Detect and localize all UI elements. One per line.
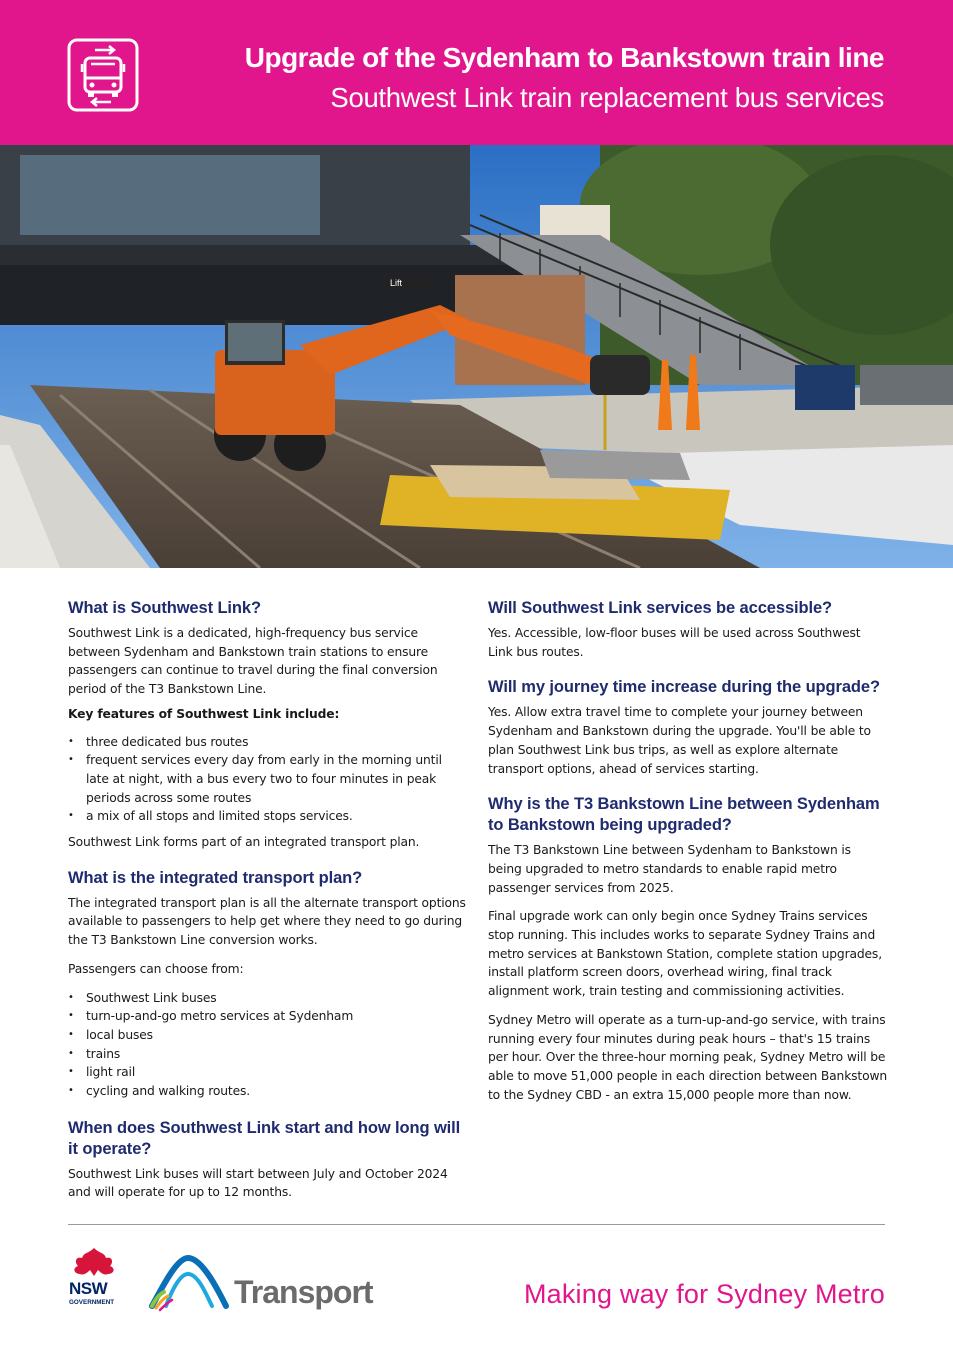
list-item: • light rail — [68, 1063, 468, 1082]
paragraph-when-does-it-start: Southwest Link buses will start between July and October 2024 and will operate for up to 12 months. — [68, 1166, 448, 1200]
heading-when-does-it-start: When does Southwest Link start and how long will it operate? — [68, 1118, 461, 1158]
list-item: • three dedicated bus routes — [68, 733, 468, 752]
list-item: • frequent services every day from early in the morning until late at night, with a bus every two to four minutes in peak periods across some routes — [68, 751, 468, 807]
transport-wordmark: Transport — [234, 1274, 373, 1310]
list-item: • trains — [68, 1045, 468, 1064]
key-features-label: Key features of Southwest Link include: — [68, 706, 340, 721]
transport-options-list — [68, 989, 468, 1101]
paragraph-why-upgraded-1: The T3 Bankstown Line between Sydenham to Bankstown is being upgraded to metro standards to enable rapid metro passenger services from 2025. — [488, 843, 851, 895]
svg-text:GOVERNMENT: GOVERNMENT — [69, 1299, 115, 1306]
list-item: • a mix of all stops and limited stops services. — [68, 807, 468, 826]
list-item: • Southwest Link buses — [68, 989, 468, 1008]
list-item: • local buses — [68, 1026, 468, 1045]
header-banner — [0, 0, 953, 145]
list-item: • turn-up-and-go metro services at Sydenham — [68, 1007, 468, 1026]
paragraph-integrated-plan-note: Southwest Link forms part of an integrated transport plan. — [68, 835, 420, 850]
nsw-government-logo — [66, 1246, 122, 1308]
lift-sign: Lift — [390, 278, 403, 288]
paragraph-why-upgraded-2: Final upgrade work can only begin once Sydney Trains services stop running. This includes works to separate Sydney Trains and metro services at Bankstown Station, complete station upgrades, install platform screen doors, overhead wiring, final track alignment work, train testing and commissioning activities. — [488, 909, 882, 999]
bus-replacement-icon — [67, 38, 139, 112]
paragraph-journey-time: Yes. Allow extra travel time to complete your journey between Sydenham and Bankstown during the upgrade. You'll be able to plan Southwest Link bus trips, as well as explore alternate transport options, ahead of services starting. — [488, 705, 871, 776]
footer-divider — [68, 1224, 885, 1225]
right-column — [488, 598, 888, 1110]
svg-text:NSW: NSW — [69, 1279, 108, 1298]
paragraph-what-is-southwest-link: Southwest Link is a dedicated, high-frequency bus service between Sydenham and Bankstown train stations to ensure passengers can continue to travel during the final conversion period of the T3 Bankstown Line. — [68, 626, 438, 697]
key-features-list — [68, 733, 468, 827]
heading-why-upgraded: Why is the T3 Bankstown Line between Sydenham to Bankstown being upgraded? — [488, 795, 880, 835]
paragraph-accessibility: Yes. Accessible, low-floor buses will be used across Southwest Link bus routes. — [488, 626, 861, 659]
left-column — [68, 598, 468, 1208]
heading-accessibility: Will Southwest Link services be accessible? — [488, 599, 833, 617]
page-subtitle: Southwest Link train replacement bus services — [330, 82, 884, 113]
paragraph-why-upgraded-3: Sydney Metro will operate as a turn-up-and-go service, with trains running every four minutes during peak hours – that's 15 trains per hour. Over the three-hour morning peak, Sydney Metro will be able to move 51,000 people in each direction between Bankstown to the Sydney CBD - an extra 15,000 people more than now. — [488, 1012, 888, 1102]
paragraph-integrated-transport-plan: The integrated transport plan is all the alternate transport options available to passengers to help get where they need to go during the T3 Bankstown Line conversion works. — [68, 895, 466, 948]
tagline: Making way for Sydney Metro — [523, 1279, 885, 1309]
hero-photo-station-works — [0, 145, 953, 568]
heading-integrated-transport-plan: What is the integrated transport plan? — [68, 868, 363, 887]
heading-what-is-southwest-link: What is Southwest Link? — [68, 599, 261, 617]
list-item: • cycling and walking routes. — [68, 1082, 468, 1101]
passengers-choose-label: Passengers can choose from: — [68, 961, 244, 976]
heading-journey-time: Will my journey time increase during the upgrade? — [488, 678, 880, 697]
page-title: Upgrade of the Sydenham to Bankstown train line — [244, 42, 884, 73]
